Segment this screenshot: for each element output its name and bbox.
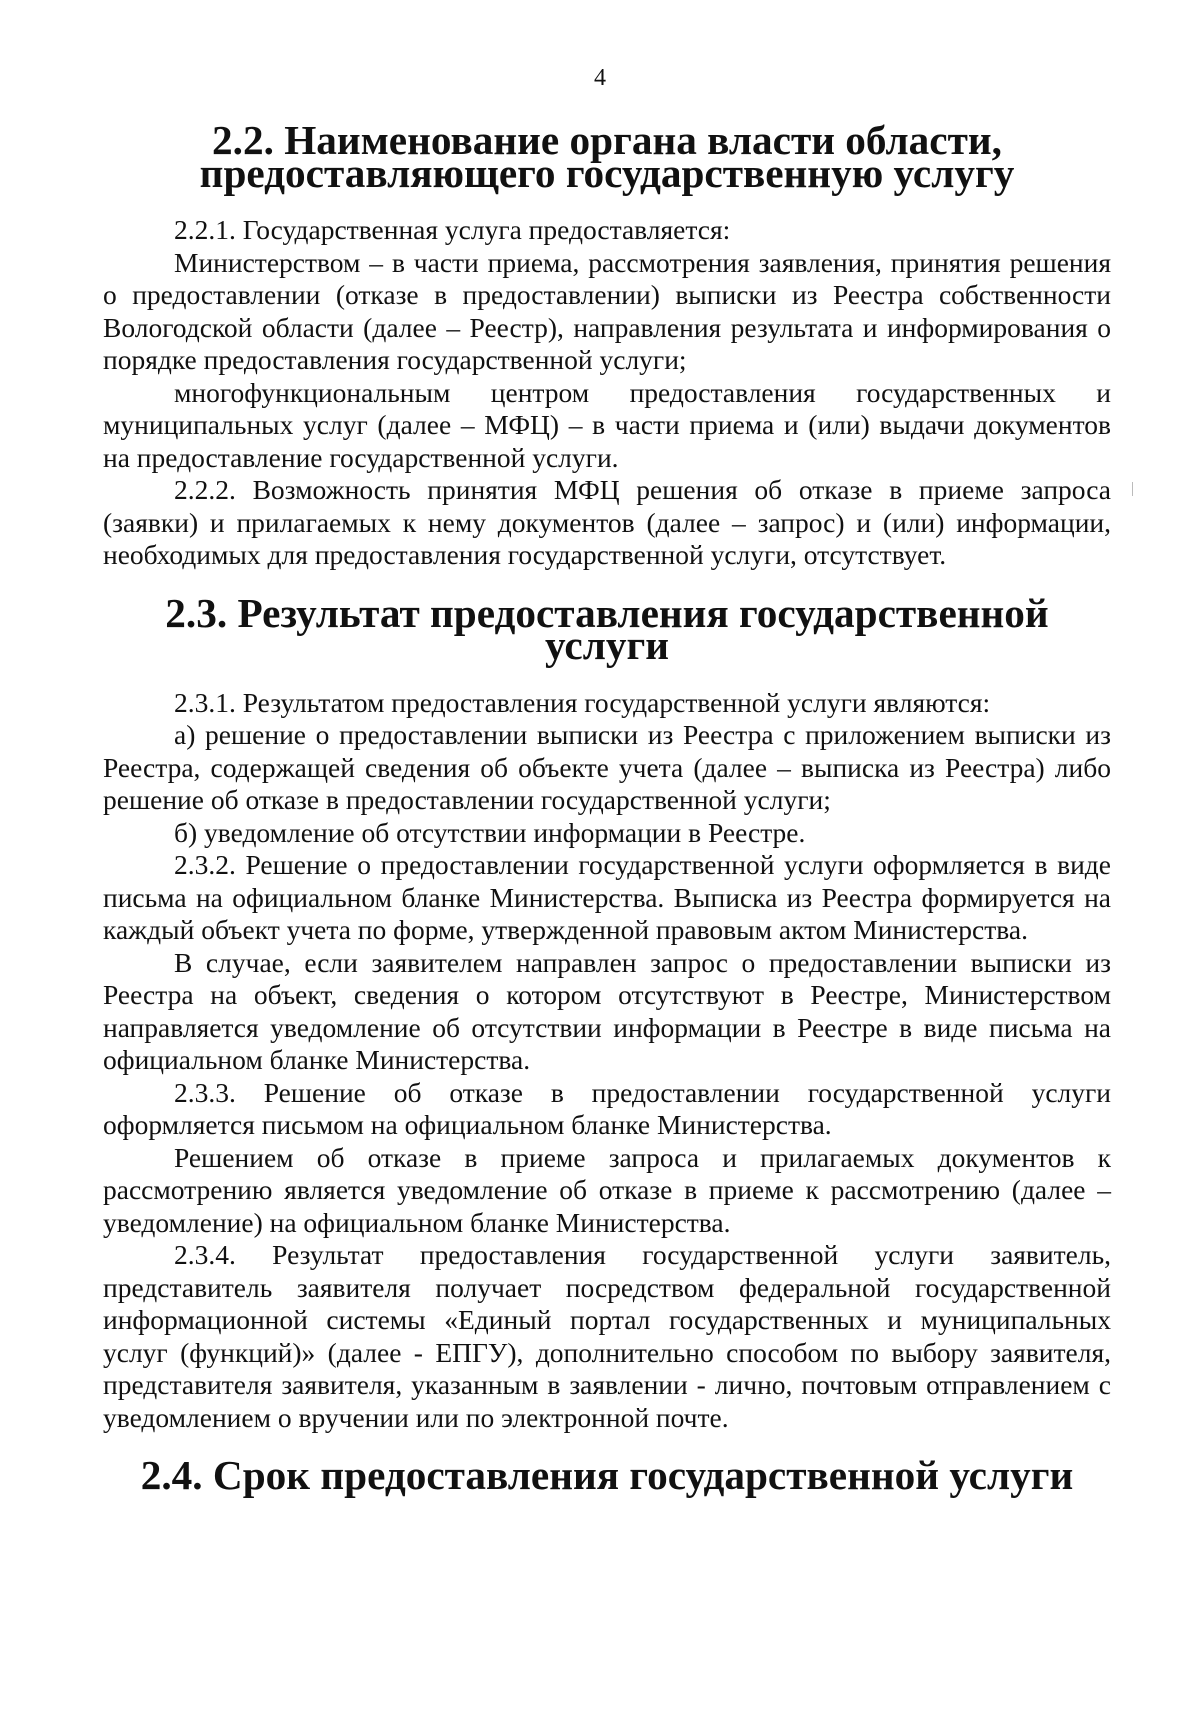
page-number: 4 — [594, 65, 606, 91]
paragraph-refusal-notice: Решением об отказе в приеме запроса и прилагаемых документов к рассмотрению является уведомление об отказе в приеме к рассмотрению (далее – уведомление) на официальном бланке Министерства. — [103, 1141, 1111, 1238]
paragraph-mfc: многофункциональным центром предоставления государственных и муниципальных услуг (далее – МФЦ) – в части приема и (или) выдачи документов на предоставление государственной услуги. — [103, 376, 1111, 473]
paragraph-2-3-3: 2.3.3. Решение об отказе в предоставлении государственной услуги оформляется письмом на официальном бланке Министерства. — [103, 1076, 1111, 1140]
document-body — [103, 117, 1111, 1498]
paragraph-missing-info: В случае, если заявителем направлен запрос о предоставлении выписки из Реестра на объект, сведения о котором отсутствуют в Реестре, Министерством направляется уведомление об отсутствии информации в Реестре в виде письма на официальном бланке Министерства. — [103, 946, 1111, 1075]
section-2-4-heading: 2.4. Срок предоставления государственной услуги — [140, 1452, 1074, 1498]
paragraph-2-3-2: 2.3.2. Решение о предоставлении государственной услуги оформляется в виде письма на официальном бланке Министерства. Выписка из Реестра формируется на каждый объект учета по форме, утвержденной правовым актом Министерства. — [103, 849, 1111, 945]
paragraph-2-3-1: 2.3.1. Результатом предоставления государственной услуги являются: — [174, 686, 991, 718]
section-2-3-heading: 2.3. Результат предоставления государственной услуги — [165, 589, 1049, 668]
section-2-2-heading — [103, 117, 1111, 196]
paragraph-2-2-1: 2.2.1. Государственная услуга предоставляется: — [174, 214, 731, 245]
section-2-2-heading-line-2: предоставляющего государственную услугу — [199, 149, 1015, 196]
section-2-2-heading-line-1: 2.2. Наименование органа власти области, — [212, 117, 1002, 163]
paragraph-2-2-2: 2.2.2. Возможность принятия МФЦ решения об отказе в приеме запроса (заявки) и прилагаемых к нему документов (далее – запрос) и (или) информации, необходимых для предоставления государственной услуги, отсутствует. — [103, 474, 1111, 570]
paragraph-ministry: Министерством – в части приема, рассмотрения заявления, принятия решения о предоставлении (отказе в предоставлении) выписки из Реестра собственности Вологодской области (далее – Реестр), направления результата и информирования о порядке предоставления государственной услуги; — [103, 246, 1111, 375]
scan-artifact — [1132, 482, 1133, 496]
paragraph-item-a: а) решение о предоставлении выписки из Реестра с приложением выписки из Реестра, содержащей сведения об объекте учета (далее – выписка из Реестра) либо решение об отказе в предоставлении государственной услуги; — [103, 719, 1111, 815]
paragraph-item-b: б) уведомление об отсутствии информации в Реестре. — [174, 816, 806, 848]
paragraph-2-3-4: 2.3.4. Результат предоставления государственной услуги заявитель, представитель заявителя получает посредством федеральной государственной информационной системы «Единый портал государственных и муниципальных услуг (функций)» (далее - ЕПГУ), дополнительно способом по выбору заявителя, представителя заявителя, указанным в заявлении - лично, почтовым отправлением с уведомлением о вручении или по электронной почте. — [103, 1239, 1111, 1433]
